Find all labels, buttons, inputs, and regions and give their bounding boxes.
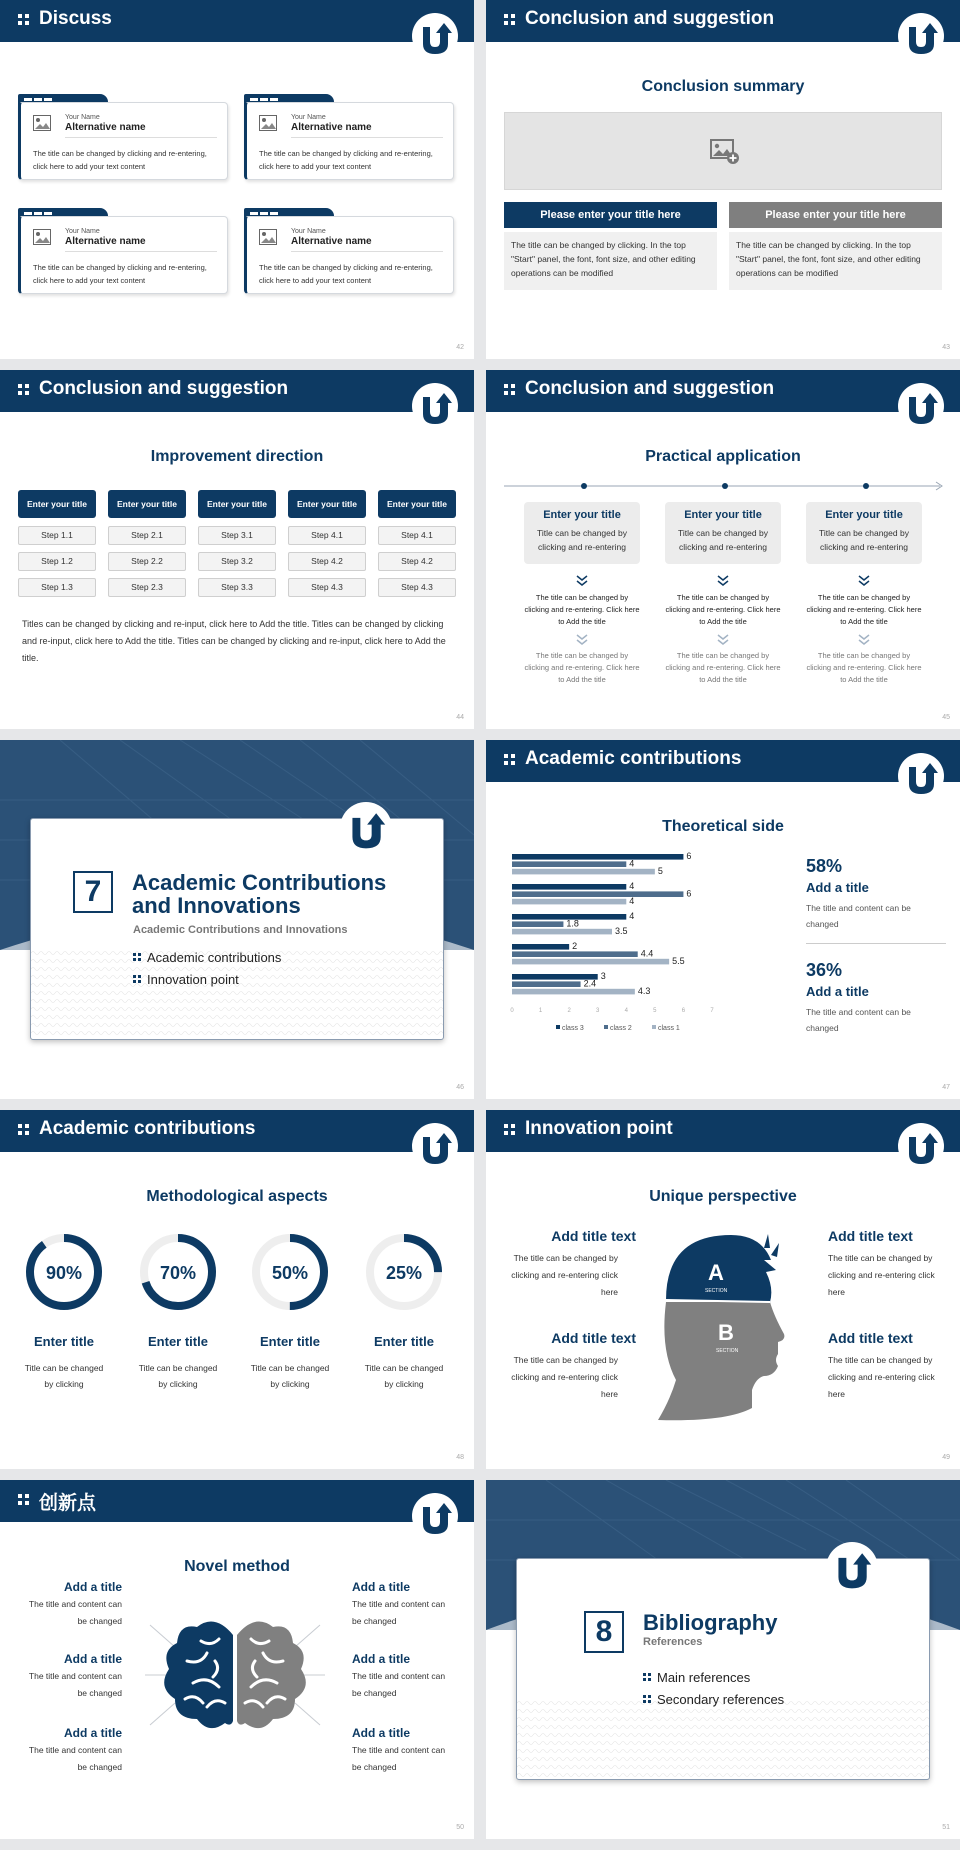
chevron-down-icon — [576, 634, 588, 646]
progress-ring-block — [354, 1230, 454, 1389]
image-placeholder-icon — [259, 229, 277, 245]
ring-title: Enter title — [260, 1334, 320, 1349]
step-item[interactable]: Step 4.2 — [288, 552, 366, 571]
section-item[interactable] — [133, 972, 239, 987]
wave-pattern — [517, 1699, 929, 1779]
slide-theoretical-side[interactable] — [486, 740, 960, 1099]
bar — [512, 944, 569, 950]
x-tick-label: 3 — [596, 1008, 600, 1014]
perspective-description: The title can be changed by clicking and re-entering click here — [828, 1355, 935, 1399]
bar — [512, 899, 626, 905]
page-number: 50 — [456, 1824, 464, 1831]
section-heading: Improvement direction — [150, 448, 324, 465]
chevron-down-icon — [717, 575, 729, 587]
progress-ring — [240, 1230, 340, 1320]
card-label: Your Name — [291, 114, 326, 121]
section-title — [132, 871, 386, 917]
method-description: The title and content can be changed — [352, 1671, 446, 1698]
image-placeholder-icon — [33, 115, 51, 131]
legend-swatch — [604, 1025, 608, 1029]
stat-value: 58% — [806, 856, 843, 876]
page-number: 44 — [456, 714, 464, 721]
body-paragraph: Titles can be changed by clicking and re-input, click here to Add the title. Titles can be changed by clicking and re-input, click here to Add the title. Titles can be changed by clicking and re-input, click here to Add the title. — [22, 619, 446, 663]
four-dots-icon — [504, 14, 516, 26]
bar — [512, 929, 612, 935]
slide-title: Conclusion and suggestion — [525, 378, 775, 399]
step-item[interactable]: Step 1.2 — [18, 552, 96, 571]
slide-title: 创新点 — [39, 1493, 97, 1514]
card-label: Your Name — [65, 228, 100, 235]
card-label: Your Name — [291, 228, 326, 235]
divider — [806, 943, 946, 944]
section-title-line: Academic Contributions — [132, 870, 387, 895]
four-dots-icon — [643, 1673, 652, 1682]
bar — [512, 884, 626, 890]
method-title: Add a title — [352, 1726, 411, 1740]
step-column-title[interactable]: Enter your title — [288, 490, 366, 518]
stat-title: Add a title — [806, 984, 869, 999]
legend-label: class 1 — [658, 1025, 680, 1032]
stat-title: Add a title — [806, 880, 869, 895]
section-heading: Conclusion summary — [641, 78, 805, 95]
slide-methodological-aspects[interactable] — [0, 1110, 474, 1469]
section-item-label: Main references — [657, 1670, 751, 1685]
x-tick-label: 4 — [624, 1008, 628, 1014]
university-logo-icon — [898, 1123, 944, 1169]
slide-header — [486, 0, 960, 42]
progress-value: 50% — [271, 1263, 309, 1283]
step-item[interactable]: Step 3.3 — [198, 578, 276, 597]
slide-novel-method[interactable] — [0, 1480, 474, 1839]
image-placeholder-icon — [33, 229, 51, 245]
stat-value: 36% — [806, 960, 843, 980]
section-title-line: and Innovations — [132, 893, 301, 918]
step-item[interactable]: Step 2.1 — [108, 526, 186, 545]
section-b-label: SECTION — [716, 1348, 739, 1354]
university-logo-icon — [412, 383, 458, 429]
bar-value-label: 4.3 — [637, 985, 651, 996]
step-item[interactable]: Step 3.1 — [198, 526, 276, 545]
step-item[interactable]: Step 2.3 — [108, 578, 186, 597]
bar — [512, 951, 638, 957]
method-description: The title and content can be changed — [352, 1599, 446, 1626]
section-item-label: Secondary references — [657, 1692, 785, 1707]
section-b-letter: B — [718, 1320, 734, 1345]
step-text: The title can be changed by clicking and re-entering. Click here to Add the title — [806, 593, 922, 626]
stat-description: The title and content can be changed — [806, 903, 911, 929]
step-item[interactable]: Step 4.2 — [378, 552, 456, 571]
method-title: Add a title — [352, 1580, 411, 1594]
bar — [512, 861, 626, 867]
step-text: The title can be changed by clicking and re-entering. Click here to Add the title — [806, 651, 922, 684]
timeline-arrow — [504, 480, 946, 492]
x-tick-label: 0 — [510, 1008, 514, 1014]
progress-value: 25% — [385, 1263, 423, 1283]
section-item-label: Academic contributions — [147, 950, 282, 965]
x-tick-label: 5 — [653, 1008, 657, 1014]
section-heading: Novel method — [184, 1558, 290, 1575]
step-column — [288, 490, 366, 592]
perspective-title: Add title text — [828, 1228, 913, 1244]
application-card[interactable] — [524, 502, 640, 564]
ring-description: Title can be changed by clicking — [138, 1363, 218, 1389]
slide-title: Innovation point — [525, 1118, 673, 1139]
stat-description: The title and content can be changed — [806, 1007, 911, 1033]
legend-swatch — [556, 1025, 560, 1029]
step-column — [198, 490, 276, 592]
legend-label: class 3 — [562, 1025, 584, 1032]
x-tick-label: 1 — [538, 1008, 543, 1014]
bar — [512, 891, 683, 897]
method-description: The title and content can be changed — [28, 1671, 122, 1698]
box-title[interactable]: Please enter your title here — [729, 202, 942, 228]
section-number: 8 — [584, 1611, 624, 1653]
method-description: The title and content can be changed — [28, 1745, 122, 1772]
card-name: Alternative name — [291, 236, 372, 247]
step-column — [108, 490, 186, 592]
section-item-label: Innovation point — [147, 972, 239, 987]
page-number: 45 — [942, 714, 950, 721]
slide-conclusion-summary[interactable] — [486, 0, 960, 359]
slide-title: Conclusion and suggestion — [525, 8, 775, 29]
step-text: The title can be changed by clicking and re-entering. Click here to Add the title — [524, 593, 640, 626]
legend-swatch — [652, 1025, 656, 1029]
slide-header — [0, 0, 474, 42]
step-item[interactable]: Step 2.2 — [108, 552, 186, 571]
perspective-description: The title can be changed by clicking and re-entering click here — [511, 1355, 618, 1399]
perspective-title: Add title text — [551, 1228, 636, 1244]
method-description: The title and content can be changed — [28, 1599, 122, 1626]
section-subtitle: References — [643, 1636, 703, 1648]
method-title: Add a title — [352, 1652, 411, 1666]
step-column-title[interactable]: Enter your title — [198, 490, 276, 518]
section-item[interactable] — [643, 1692, 784, 1707]
progress-value: 90% — [45, 1263, 83, 1283]
slide-practical-application[interactable] — [486, 370, 960, 729]
slide-unique-perspective[interactable] — [486, 1110, 960, 1469]
perspective-title: Add title text — [828, 1330, 913, 1346]
name-card[interactable] — [244, 94, 454, 180]
method-title: Add a title — [63, 1726, 122, 1740]
bar-value-label: 3 — [600, 971, 606, 982]
image-placeholder-icon — [710, 137, 740, 165]
horizontal-bar-chart — [500, 852, 750, 1062]
bar-value-label: 4 — [629, 911, 635, 922]
method-title: Add a title — [63, 1580, 122, 1594]
slide-header — [486, 1110, 960, 1152]
ring-description: Title can be changed by clicking — [250, 1363, 330, 1389]
card-description: The title can be changed by clicking and re-entering, click here to add your text content — [259, 263, 433, 285]
ring-title: Enter title — [34, 1334, 94, 1349]
card-title: Enter your title — [825, 509, 903, 521]
bar-value-label: 5.5 — [672, 955, 685, 966]
name-card[interactable] — [18, 94, 228, 180]
section-number: 7 — [73, 871, 113, 913]
page-number: 51 — [942, 1824, 950, 1831]
box-text: The title can be changed by clicking. In the top "Start" panel, the font, font size, and other editing operations can be modified — [504, 232, 717, 290]
page-number: 49 — [942, 1454, 950, 1461]
progress-ring-block — [128, 1230, 228, 1389]
perspective-description: The title can be changed by clicking and re-entering click here — [828, 1253, 935, 1297]
four-dots-icon — [504, 1124, 516, 1136]
step-column-title[interactable]: Enter your title — [378, 490, 456, 518]
bar-value-label: 5 — [657, 865, 663, 876]
bar — [512, 981, 581, 987]
progress-ring — [14, 1230, 114, 1320]
ring-title: Enter title — [148, 1334, 208, 1349]
slide-section-8[interactable] — [486, 1480, 960, 1839]
bar-value-label: 4 — [629, 858, 635, 869]
slide-section-7[interactable] — [0, 740, 474, 1099]
x-tick-label: 2 — [567, 1008, 571, 1014]
x-tick-label: 6 — [681, 1008, 686, 1014]
university-logo-icon — [412, 1493, 458, 1539]
slide-title: Discuss — [39, 8, 112, 29]
card-name: Alternative name — [291, 122, 372, 133]
page-number: 48 — [456, 1454, 464, 1461]
name-card[interactable] — [18, 208, 228, 294]
method-description: The title and content can be changed — [352, 1745, 446, 1772]
card-description: The title can be changed by clicking and re-entering, click here to add your text content — [259, 149, 433, 171]
bar — [512, 921, 563, 927]
bar-value-label: 6 — [686, 852, 692, 862]
bar-value-label: 3.5 — [615, 925, 628, 936]
slide-header — [486, 370, 960, 412]
name-card[interactable] — [244, 208, 454, 294]
progress-value: 70% — [159, 1263, 197, 1283]
step-item[interactable]: Step 4.1 — [378, 526, 456, 545]
university-logo-icon — [412, 13, 458, 59]
bar-value-label: 4 — [629, 895, 635, 906]
four-dots-icon — [133, 975, 142, 984]
image-placeholder[interactable] — [504, 112, 942, 190]
card-description: The title can be changed by clicking and re-entering, click here to add your text content — [33, 149, 207, 171]
slide-title: Academic contributions — [525, 748, 742, 769]
section-heading: Methodological aspects — [146, 1188, 328, 1205]
bar-value-label: 6 — [686, 888, 692, 899]
card-description: Title can be changed by clicking and re-entering — [819, 528, 909, 552]
chevron-down-icon — [576, 575, 588, 587]
card-label: Your Name — [65, 114, 100, 121]
card-description: Title can be changed by clicking and re-entering — [678, 528, 768, 552]
progress-ring — [354, 1230, 454, 1320]
page-number: 42 — [456, 344, 464, 351]
slide-title: Conclusion and suggestion — [39, 378, 289, 399]
bar — [512, 854, 683, 860]
progress-ring-block — [14, 1230, 114, 1389]
slide-header — [0, 1480, 474, 1522]
chevron-down-icon — [858, 634, 870, 646]
step-item[interactable]: Step 4.3 — [378, 578, 456, 597]
bar — [512, 869, 655, 875]
university-logo-icon — [412, 1123, 458, 1169]
bar — [512, 989, 635, 995]
card-description: The title can be changed by clicking and re-entering, click here to add your text content — [33, 263, 207, 285]
bar-value-label: 2.4 — [583, 978, 597, 989]
card-name: Alternative name — [65, 236, 146, 247]
bar-value-label: 4 — [629, 881, 635, 892]
step-item[interactable]: Step 4.3 — [288, 578, 366, 597]
application-card[interactable] — [665, 502, 781, 564]
progress-ring-block — [240, 1230, 340, 1389]
application-card[interactable] — [806, 502, 922, 564]
four-dots-icon — [18, 384, 30, 396]
section-title: Bibliography — [643, 1610, 778, 1635]
progress-ring — [128, 1230, 228, 1320]
method-title: Add a title — [63, 1652, 122, 1666]
image-placeholder-icon — [259, 115, 277, 131]
four-dots-icon — [504, 384, 516, 396]
perspective-description: The title can be changed by clicking and re-entering click here — [511, 1253, 618, 1297]
brain-icon — [145, 1595, 325, 1755]
step-item[interactable]: Step 1.3 — [18, 578, 96, 597]
university-logo-icon — [898, 753, 944, 799]
section-a-letter: A — [708, 1260, 724, 1285]
slide-discuss[interactable] — [0, 0, 474, 359]
university-logo-icon — [898, 383, 944, 429]
university-logo-icon — [826, 1542, 878, 1594]
step-item[interactable]: Step 3.2 — [198, 552, 276, 571]
bar — [512, 959, 669, 965]
step-item[interactable]: Step 4.1 — [288, 526, 366, 545]
step-column — [18, 490, 96, 592]
slide-header — [0, 370, 474, 412]
step-text: The title can be changed by clicking and re-entering. Click here to Add the title — [665, 651, 781, 684]
step-column — [378, 490, 456, 592]
card-description: Title can be changed by clicking and re-entering — [537, 528, 627, 552]
slide-improvement-direction[interactable] — [0, 370, 474, 729]
bar-value-label: 2 — [572, 941, 578, 952]
chevron-down-icon — [717, 634, 729, 646]
bar-value-label: 1.8 — [566, 918, 579, 929]
four-dots-icon — [18, 1494, 30, 1506]
page-number: 47 — [942, 1084, 950, 1091]
head-silhouette-icon — [646, 1230, 796, 1430]
four-dots-icon — [18, 1124, 30, 1136]
card-title: Enter your title — [543, 509, 621, 521]
slide-title: Academic contributions — [39, 1118, 256, 1139]
ring-description: Title can be changed by clicking — [24, 1363, 104, 1389]
section-a-label: SECTION — [705, 1288, 728, 1294]
chevron-down-icon — [858, 575, 870, 587]
card-title: Enter your title — [684, 509, 762, 521]
page-number: 43 — [942, 344, 950, 351]
step-item[interactable]: Step 1.1 — [18, 526, 96, 545]
x-tick-label: 7 — [710, 1008, 714, 1014]
section-heading: Practical application — [645, 448, 801, 465]
slide-header — [486, 740, 960, 782]
bar-value-label: 4.4 — [640, 948, 654, 959]
box-text: The title can be changed by clicking. In the top "Start" panel, the font, font size, and other editing operations can be modified — [729, 232, 942, 290]
section-heading: Unique perspective — [649, 1188, 797, 1205]
section-subtitle: Academic Contributions and Innovations — [133, 924, 348, 936]
four-dots-icon — [18, 14, 30, 26]
section-item[interactable] — [643, 1670, 750, 1685]
ring-title: Enter title — [374, 1334, 434, 1349]
four-dots-icon — [133, 953, 142, 962]
legend-label: class 2 — [610, 1025, 632, 1032]
section-item[interactable] — [133, 950, 281, 965]
card-name: Alternative name — [65, 122, 146, 133]
university-logo-icon — [340, 802, 392, 854]
university-logo-icon — [898, 13, 944, 59]
step-text: The title can be changed by clicking and re-entering. Click here to Add the title — [665, 593, 781, 626]
step-text: The title can be changed by clicking and re-entering. Click here to Add the title — [524, 651, 640, 684]
perspective-title: Add title text — [551, 1330, 636, 1346]
slide-header — [0, 1110, 474, 1152]
box-title[interactable]: Please enter your title here — [504, 202, 717, 228]
ring-description: Title can be changed by clicking — [364, 1363, 444, 1389]
step-column-title[interactable]: Enter your title — [108, 490, 186, 518]
four-dots-icon — [504, 754, 516, 766]
page-number: 46 — [456, 1084, 464, 1091]
section-heading: Theoretical side — [662, 818, 784, 835]
step-column-title[interactable]: Enter your title — [18, 490, 96, 518]
four-dots-icon — [643, 1695, 652, 1704]
